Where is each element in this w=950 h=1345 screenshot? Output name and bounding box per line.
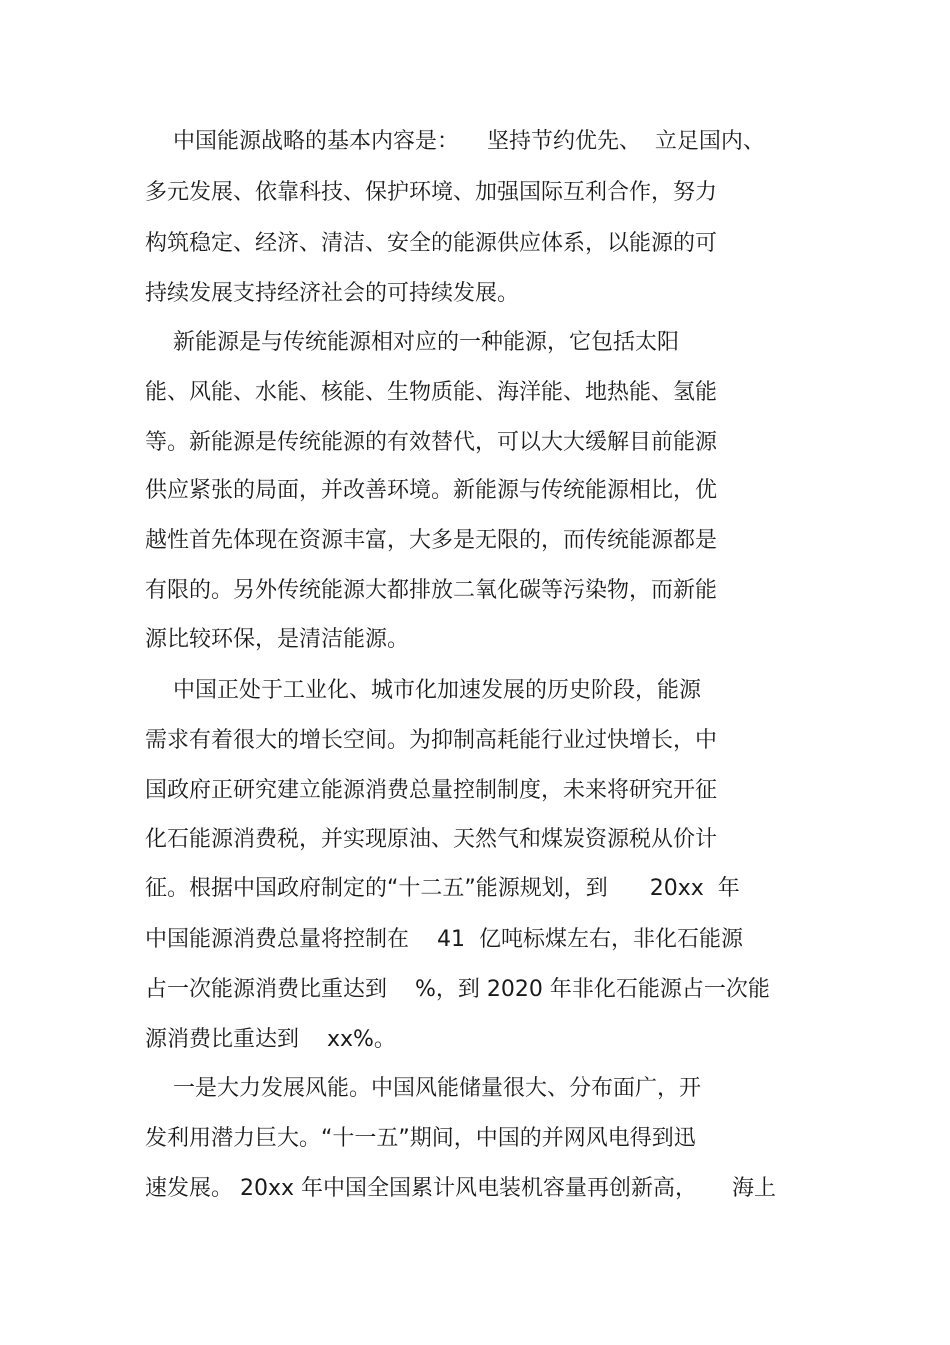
text-line: 越性首先体现在资源丰富，大多是无限的，而传统能源都是 bbox=[145, 528, 718, 553]
text-line: 中国正处于工业化、城市化加速发展的历史阶段，能源 bbox=[145, 678, 701, 703]
text-line: 中国能源战略的基本内容是： 坚持节约优先、 立足国内、 bbox=[145, 129, 765, 154]
text-line: 新能源是与传统能源相对应的一种能源，它包括太阳 bbox=[145, 330, 679, 355]
text-line: 持续发展支持经济社会的可持续发展。 bbox=[145, 281, 520, 306]
text-line: 供应紧张的局面，并改善环境。新能源与传统能源相比，优 bbox=[145, 478, 718, 503]
text-line: 速发展。 20xx 年中国全国累计风电装机容量再创新高， 海上 bbox=[145, 1176, 776, 1201]
text-line: 能、风能、水能、核能、生物质能、海洋能、地热能、氢能 bbox=[145, 380, 718, 405]
text-line: 有限的。另外传统能源大都排放二氧化碳等污染物，而新能 bbox=[145, 578, 718, 603]
text-line: 国政府正研究建立能源消费总量控制制度，未来将研究开征 bbox=[145, 778, 718, 803]
text-line: 需求有着很大的增长空间。为抑制高耗能行业过快增长，中 bbox=[145, 728, 718, 753]
text-line: 构筑稳定、经济、清洁、安全的能源供应体系，以能源的可 bbox=[145, 231, 718, 256]
text-line: 一是大力发展风能。中国风能储量很大、分布面广，开 bbox=[145, 1076, 701, 1101]
text-line: 中国能源消费总量将控制在 41 亿吨标煤左右，非化石能源 bbox=[145, 927, 743, 952]
text-line: 征。根据中国政府制定的“十二五”能源规划，到 20xx 年 bbox=[145, 876, 740, 901]
text-line: 化石能源消费税，并实现原油、天然气和煤炭资源税从价计 bbox=[145, 827, 718, 852]
text-line: 源消费比重达到 xx%。 bbox=[145, 1027, 396, 1052]
text-line: 等。新能源是传统能源的有效替代，可以大大缓解目前能源 bbox=[145, 430, 718, 455]
text-line: 源比较环保，是清洁能源。 bbox=[145, 627, 410, 652]
text-line: 发利用潜力巨大。“十一五”期间，中国的并网风电得到迅 bbox=[145, 1126, 696, 1151]
text-line: 占一次能源消费比重达到 %，到 2020 年非化石能源占一次能 bbox=[145, 977, 770, 1002]
text-line: 多元发展、依靠科技、保护环境、加强国际互利合作，努力 bbox=[145, 180, 718, 205]
